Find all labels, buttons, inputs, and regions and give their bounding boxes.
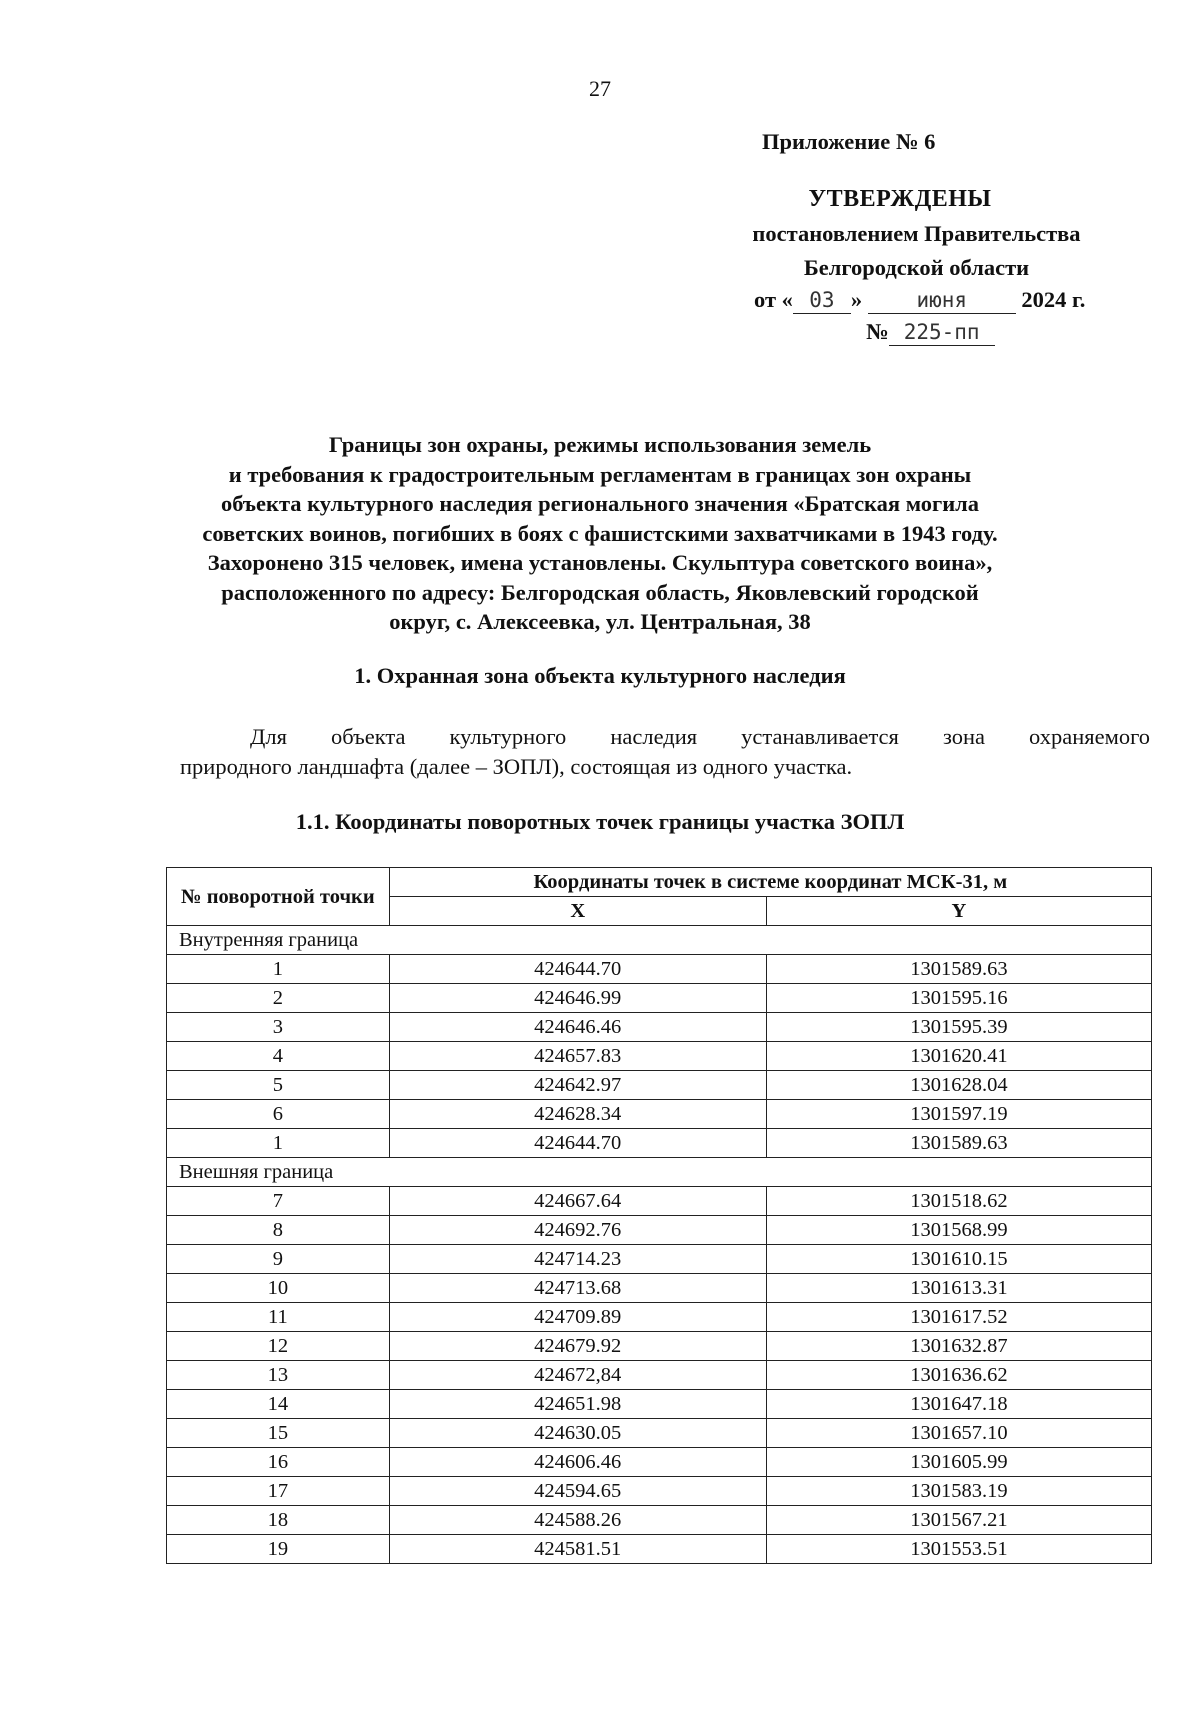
date-month: июня — [868, 287, 1016, 314]
table-row — [167, 1071, 1152, 1100]
header-x: X — [389, 897, 766, 926]
title-line: Границы зон охраны, режимы использования земель — [328, 432, 872, 457]
table-row — [167, 1506, 1152, 1535]
group-label: Внешняя граница — [167, 1158, 1152, 1187]
point-number-cell: 18 — [167, 1506, 390, 1535]
y-cell: 1301589.63 — [766, 955, 1151, 984]
x-cell: 424644.70 — [389, 1129, 766, 1158]
y-cell: 1301613.31 — [766, 1274, 1151, 1303]
x-cell: 424667.64 — [389, 1187, 766, 1216]
y-cell: 1301589.63 — [766, 1129, 1151, 1158]
y-cell: 1301568.99 — [766, 1216, 1151, 1245]
header-y: Y — [766, 897, 1151, 926]
point-number-cell: 10 — [167, 1274, 390, 1303]
title-line: расположенного по адресу: Белгородская область, Яковлевский городской — [221, 579, 979, 605]
table-row — [167, 1129, 1152, 1158]
point-number-cell: 6 — [167, 1100, 390, 1129]
date-year: 2024 г. — [1021, 287, 1086, 312]
approved-by-line: постановлением Правительства — [752, 221, 1081, 246]
x-cell: 424709.89 — [389, 1303, 766, 1332]
table-row — [167, 984, 1152, 1013]
point-number-cell: 8 — [167, 1216, 390, 1245]
date-day: 03 — [793, 287, 851, 314]
y-cell: 1301595.16 — [766, 984, 1151, 1013]
y-cell: 1301605.99 — [766, 1448, 1151, 1477]
table-row — [167, 1419, 1152, 1448]
table-row — [167, 1332, 1152, 1361]
number-value: 225-пп — [889, 319, 995, 346]
title-line: и требования к градостроительным регламентам в границах зон охраны — [228, 461, 972, 487]
table-row — [167, 1216, 1152, 1245]
point-number-cell: 5 — [167, 1071, 390, 1100]
table-row — [167, 1013, 1152, 1042]
table-row — [167, 1274, 1152, 1303]
y-cell: 1301657.10 — [766, 1419, 1151, 1448]
point-number-cell: 3 — [167, 1013, 390, 1042]
table-row — [167, 1187, 1152, 1216]
section-heading: 1. Охранная зона объекта культурного наследия — [354, 663, 846, 688]
y-cell: 1301617.52 — [766, 1303, 1151, 1332]
decree-number — [866, 316, 995, 347]
document-title — [150, 430, 1050, 637]
table-body — [167, 926, 1152, 1564]
group-label: Внутренняя граница — [167, 926, 1152, 955]
paragraph-line: природного ландшафта (далее – ЗОПЛ), состоящая из одного участка. — [180, 754, 853, 779]
point-number-cell: 19 — [167, 1535, 390, 1564]
date-prefix: от « — [754, 287, 793, 312]
x-cell: 424588.26 — [389, 1506, 766, 1535]
point-number-cell: 1 — [167, 1129, 390, 1158]
y-cell: 1301597.19 — [766, 1100, 1151, 1129]
date-mid: » — [850, 287, 863, 312]
approved-heading: УТВЕРЖДЕНЫ — [808, 186, 992, 212]
y-cell: 1301610.15 — [766, 1245, 1151, 1274]
table-row — [167, 1100, 1152, 1129]
table-row — [167, 1535, 1152, 1564]
y-cell: 1301636.62 — [766, 1361, 1151, 1390]
approval-date — [754, 284, 1085, 315]
table-row — [167, 1042, 1152, 1071]
y-cell: 1301567.21 — [766, 1506, 1151, 1535]
page-number: 27 — [589, 76, 611, 101]
y-cell: 1301518.62 — [766, 1187, 1151, 1216]
x-cell: 424692.76 — [389, 1216, 766, 1245]
subsection-heading: 1.1. Координаты поворотных точек границы участка ЗОПЛ — [295, 809, 905, 834]
table-group-row — [167, 1158, 1152, 1187]
title-line: округ, с. Алексеевка, ул. Центральная, 38 — [389, 609, 811, 634]
x-cell: 424657.83 — [389, 1042, 766, 1071]
table-row — [167, 1390, 1152, 1419]
point-number-cell: 13 — [167, 1361, 390, 1390]
y-cell: 1301553.51 — [766, 1535, 1151, 1564]
point-number-cell: 4 — [167, 1042, 390, 1071]
y-cell: 1301632.87 — [766, 1332, 1151, 1361]
title-line: советских воинов, погибших в боях с фашистскими захватчиками в 1943 году. — [202, 520, 998, 546]
x-cell: 424630.05 — [389, 1419, 766, 1448]
x-cell: 424714.23 — [389, 1245, 766, 1274]
table-row — [167, 1477, 1152, 1506]
point-number-cell: 7 — [167, 1187, 390, 1216]
table-row — [167, 1303, 1152, 1332]
x-cell: 424644.70 — [389, 955, 766, 984]
x-cell: 424679.92 — [389, 1332, 766, 1361]
title-line: Захоронено 315 человек, имена установлены. Скульптура советского воина», — [207, 550, 993, 575]
y-cell: 1301595.39 — [766, 1013, 1151, 1042]
x-cell: 424651.98 — [389, 1390, 766, 1419]
table-row — [167, 1361, 1152, 1390]
x-cell: 424646.46 — [389, 1013, 766, 1042]
table-row — [167, 1245, 1152, 1274]
x-cell: 424606.46 — [389, 1448, 766, 1477]
table-group-row — [167, 926, 1152, 955]
point-number-cell: 14 — [167, 1390, 390, 1419]
x-cell: 424713.68 — [389, 1274, 766, 1303]
appendix-label: Приложение № 6 — [762, 129, 936, 154]
x-cell: 424581.51 — [389, 1535, 766, 1564]
y-cell: 1301583.19 — [766, 1477, 1151, 1506]
x-cell: 424628.34 — [389, 1100, 766, 1129]
x-cell: 424672,84 — [389, 1361, 766, 1390]
title-line: объекта культурного наследия регионального значения «Братская могила — [220, 491, 980, 516]
y-cell: 1301628.04 — [766, 1071, 1151, 1100]
x-cell: 424594.65 — [389, 1477, 766, 1506]
point-number-cell: 17 — [167, 1477, 390, 1506]
coordinates-table — [166, 867, 1152, 1564]
region-line: Белгородской области — [803, 255, 1030, 280]
point-number-cell: 1 — [167, 955, 390, 984]
header-point-number: № поворотной точки — [167, 868, 390, 926]
x-cell: 424642.97 — [389, 1071, 766, 1100]
table-row — [167, 1448, 1152, 1477]
point-number-cell: 15 — [167, 1419, 390, 1448]
body-paragraph — [180, 722, 1150, 782]
y-cell: 1301647.18 — [766, 1390, 1151, 1419]
header-coordinates: Координаты точек в системе координат МСК-31, м — [389, 868, 1151, 897]
point-number-cell: 9 — [167, 1245, 390, 1274]
point-number-cell: 11 — [167, 1303, 390, 1332]
point-number-cell: 16 — [167, 1448, 390, 1477]
number-prefix: № — [866, 319, 889, 344]
y-cell: 1301620.41 — [766, 1042, 1151, 1071]
x-cell: 424646.99 — [389, 984, 766, 1013]
table-row — [167, 955, 1152, 984]
point-number-cell: 2 — [167, 984, 390, 1013]
paragraph-line: Для объекта культурного наследия устанавливается зона охраняемого — [250, 724, 1150, 749]
point-number-cell: 12 — [167, 1332, 390, 1361]
